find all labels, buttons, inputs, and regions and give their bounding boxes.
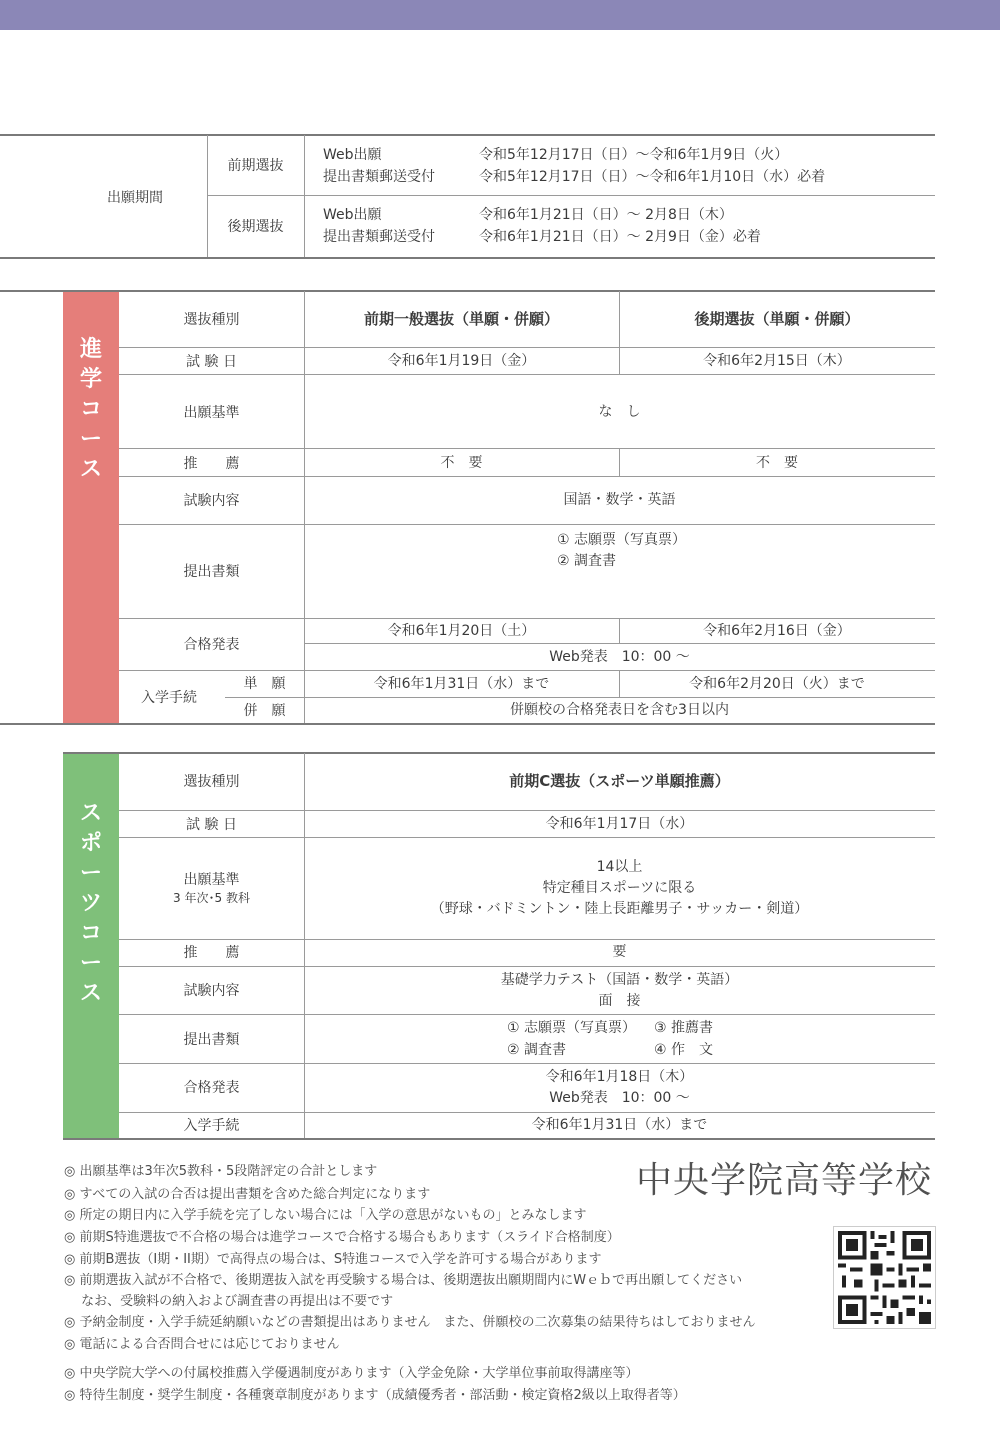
sports-criteria-sub: 3 年次･5 教科 (173, 891, 250, 905)
shingaku-col2-title: 後期選抜（単願・併願） (694, 310, 860, 328)
note-item: ◎ 予納金制度・入学手続延納願いなどの書類提出はありません また、併願校の二次募集の結果待ちはしておりません (64, 1315, 756, 1330)
qr-code-icon[interactable] (833, 1226, 936, 1329)
shingaku-exam-day-1: 令和6年1月19日（金） (387, 353, 536, 369)
sports-sidebar (63, 753, 119, 1138)
early-web-date: 令和5年12月17日（日）～令和6年1月9日（火） (479, 147, 789, 163)
note-item: ◎ 前期B選抜（I期・II期）で高得点の場合は、S特進コースで入学を許可する場合があります (64, 1252, 602, 1267)
late-mail-date: 令和6年1月21日（日）～ 2月9日（金）必着 (479, 229, 761, 245)
shingaku-recommend-1: 不 要 (440, 455, 483, 471)
sports-docs-label: 提出書類 (183, 1032, 240, 1048)
note-item: ◎ 所定の期日内に入学手続を完了しない場合には「入学の意思がないもの」とみなします (64, 1208, 587, 1223)
top-color-band (0, 0, 1000, 30)
shingaku-criteria-value: な し (598, 404, 641, 420)
sports-docs-2: ② 調査書 (507, 1042, 567, 1058)
shingaku-criteria-label: 出願基準 (183, 405, 240, 421)
sports-procedure-value: 令和6年1月31日（水）まで (531, 1117, 708, 1133)
sports-content-2: 面 接 (598, 993, 641, 1009)
sports-result-label: 合格発表 (183, 1080, 240, 1096)
shingaku-result-label: 合格発表 (183, 637, 240, 653)
sports-criteria-1: 14以上 (596, 859, 643, 875)
school-name: 中央学院高等学校 (636, 1160, 933, 1201)
late-mail-label: 提出書類郵送受付 (323, 229, 435, 245)
sports-exam-day: 令和6年1月17日（水） (545, 816, 694, 832)
early-web-label: Web出願 (323, 147, 382, 163)
shingaku-content-value: 国語・数学・英語 (563, 492, 676, 508)
note-item: ◎ すべての入試の合否は提出書類を含めた総合判定になります (64, 1187, 431, 1202)
shingaku-sidebar-label: 進学コース (79, 337, 102, 482)
sports-sidebar-label: スポーツコース (79, 801, 102, 1006)
shingaku-sidebar (63, 291, 119, 723)
application-period-header: 出願期間 (107, 190, 163, 206)
shingaku-exam-day-2: 令和6年2月15日（木） (703, 353, 851, 369)
shingaku-col1-title: 前期一般選抜（単願・併願） (363, 310, 559, 328)
late-web-date: 令和6年1月21日（日）～ 2月8日（木） (479, 207, 733, 223)
sports-content-label: 試験内容 (183, 983, 240, 999)
early-selection-label: 前期選抜 (227, 158, 284, 174)
sports-criteria-label: 出願基準 (183, 872, 240, 888)
sports-recommend-value: 要 (612, 944, 627, 960)
late-web-label: Web出願 (323, 207, 382, 223)
shingaku-recommend-label: 推 薦 (183, 456, 240, 472)
sports-exam-day-label: 試 験 日 (186, 817, 237, 833)
shingaku-single-label: 単 願 (243, 676, 286, 692)
shingaku-single-1: 令和6年1月31日（水）まで (373, 676, 550, 692)
note-item: ◎ 出願基準は3年次5教科・5段階評定の合計とします (64, 1164, 378, 1179)
sports-docs-4: ④ 作 文 (654, 1042, 714, 1058)
shingaku-recommend-2: 不 要 (756, 455, 798, 471)
sports-criteria-3: （野球・バドミントン・陸上長距離男子・サッカー・剣道） (430, 901, 809, 917)
shingaku-combined-value: 併願校の合格発表日を含む3日以内 (510, 702, 729, 718)
shingaku-procedure-label: 入学手続 (141, 690, 197, 706)
sports-content-1: 基礎学力テスト（国語・数学・英語） (500, 972, 739, 988)
shingaku-combined-label: 併 願 (243, 703, 286, 719)
sports-docs-1: ① 志願票（写真票） (507, 1020, 637, 1036)
sports-docs-3: ③ 推薦書 (654, 1020, 714, 1036)
note-item: ◎ 前期S特進選抜で不合格の場合は進学コースで合格する場合もあります（スライド合格制度） (64, 1230, 620, 1245)
shingaku-result-web: Web発表 10：00 ～ (549, 649, 690, 665)
shingaku-single-2: 令和6年2月20日（火）まで (689, 676, 865, 692)
note-item: ◎ 中央学院大学への付属校推薦入学優遇制度があります（入学金免除・大学単位事前取得講座等） (64, 1366, 639, 1381)
early-mail-label: 提出書類郵送受付 (323, 169, 435, 185)
shingaku-result-2: 令和6年2月16日（金） (703, 623, 851, 639)
sports-result-1: 令和6年1月18日（木） (545, 1069, 694, 1085)
shingaku-selection-label: 選抜種別 (183, 312, 240, 328)
note-item: ◎ 特待生制度・奨学生制度・各種褒章制度があります（成績優秀者・部活動・検定資格2級以上取得者等） (64, 1388, 686, 1403)
sports-title: 前期C選抜（スポーツ単願推薦） (509, 772, 730, 790)
shingaku-docs-2: ② 調査書 (557, 553, 617, 569)
sports-selection-label: 選抜種別 (183, 774, 240, 790)
sports-result-2: Web発表 10：00 ～ (549, 1090, 690, 1106)
shingaku-docs-1: ① 志願票（写真票） (557, 532, 687, 548)
shingaku-result-1: 令和6年1月20日（土） (387, 623, 536, 639)
shingaku-docs-label: 提出書類 (183, 564, 240, 580)
note-item: ◎ 前期選抜入試が不合格で、後期選抜入試を再受験する場合は、後期選抜出願期間内にWｅｂで再出願してください (64, 1273, 743, 1288)
sports-criteria-2: 特定種目スポーツに限る (542, 880, 697, 896)
late-selection-label: 後期選抜 (227, 219, 284, 235)
sports-recommend-label: 推 薦 (183, 945, 240, 961)
shingaku-content-label: 試験内容 (183, 493, 240, 509)
shingaku-exam-day-label: 試 験 日 (186, 354, 237, 370)
note-item: ◎ 電話による合否問合せには応じておりません (64, 1337, 340, 1352)
note-item: なお、受験料の納入および調査書の再提出は不要です (64, 1294, 394, 1309)
early-mail-date: 令和5年12月17日（日）～令和6年1月10日（水）必着 (479, 169, 826, 185)
sports-procedure-label: 入学手続 (183, 1118, 240, 1134)
